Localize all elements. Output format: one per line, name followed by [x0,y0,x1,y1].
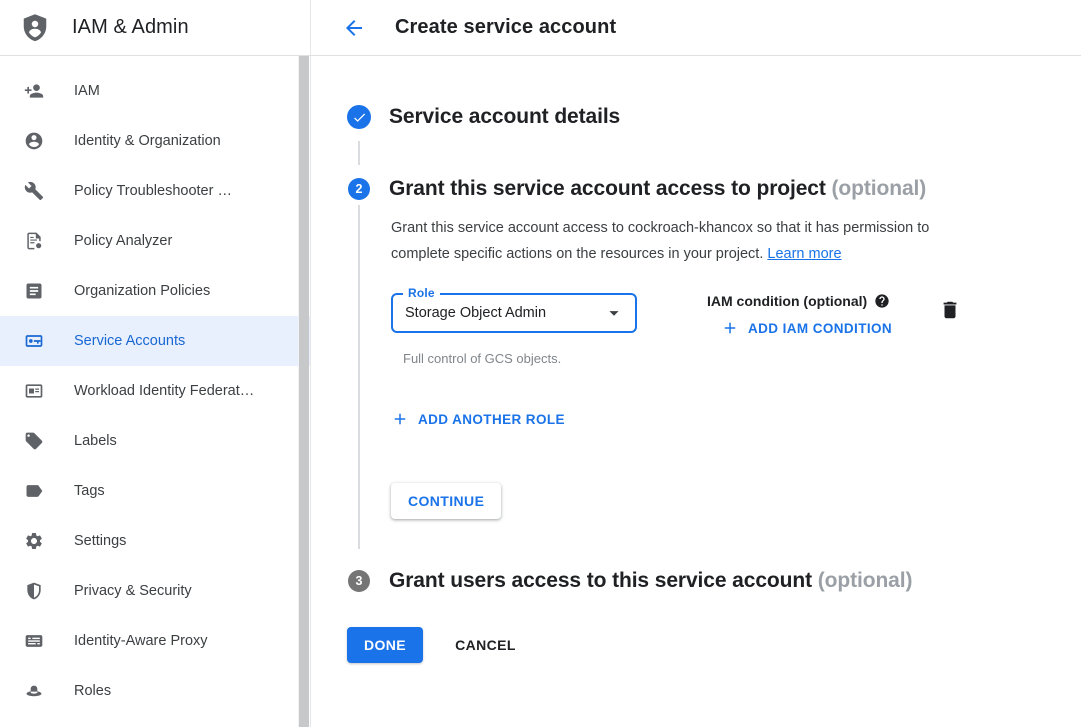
iam-condition-section [707,293,892,342]
label-arrow-icon [24,481,44,501]
step-3-title [389,565,912,597]
person-add-icon [24,81,44,101]
sidebar-item-settings[interactable] [0,516,310,566]
account-circle-icon [24,131,44,151]
step-2-title [389,173,926,205]
proxy-icon [24,631,44,651]
continue-button[interactable]: CONTINUE [391,483,501,519]
iam-shield-icon [20,12,50,44]
sidebar-item-identity-aware-proxy[interactable] [0,616,310,666]
page-header [311,0,1081,56]
step-3-number-badge: 3 [348,570,370,592]
step-3-optional-label: (optional) [817,569,913,592]
half-shield-icon [24,581,44,601]
service-account-icon [24,331,44,351]
hat-icon [24,681,44,701]
cancel-button[interactable]: CANCEL [455,629,516,661]
role-helper-text: Full control of GCS objects. [403,351,562,366]
product-header [0,0,311,56]
product-title: IAM & Admin [72,16,189,38]
sidebar-item-label: Roles [74,683,112,699]
sidebar-item-label: Labels [74,433,117,449]
sidebar-items [0,66,310,716]
role-row [391,286,1081,342]
step-2-number-badge: 2 [348,178,370,200]
arrow-back-icon [342,16,366,40]
step-1-title: Service account details [389,105,621,128]
check-icon [352,110,367,125]
step-2-title-text: Grant this service account access to project [389,177,826,200]
done-button[interactable]: DONE [347,627,423,663]
plus-icon [391,410,409,428]
step-1-row [347,101,1081,133]
sidebar-item-service-accounts[interactable] [0,316,310,366]
iam-condition-label: IAM condition (optional) [707,293,868,309]
sidebar-item-roles[interactable] [0,666,310,716]
learn-more-link[interactable]: Learn more [767,246,842,262]
step-3-title-text: Grant users access to this service account [389,569,812,592]
sidebar-item-privacy-security[interactable] [0,566,310,616]
trash-icon [939,299,961,321]
sidebar-nav [0,56,311,727]
step-2-description [391,215,983,267]
sidebar-item-iam[interactable] [0,66,310,116]
sidebar-item-label: Settings [74,533,127,549]
role-select[interactable] [391,286,637,333]
gear-icon [24,531,44,551]
role-selected-value: Storage Object Admin [405,305,547,321]
add-iam-condition-label: ADD IAM CONDITION [748,320,893,336]
back-button[interactable] [341,15,367,41]
step-1-complete-icon [347,105,371,129]
wrench-icon [24,181,44,201]
plus-icon [721,319,739,337]
article-icon [24,281,44,301]
step-2-row [347,173,1081,205]
add-another-role-button[interactable] [391,410,565,428]
sidebar-item-label: Identity-Aware Proxy [74,633,208,649]
sidebar-item-label: Policy Analyzer [74,233,173,249]
sidebar-item-workload-identity-federation[interactable] [0,366,310,416]
sidebar-item-organization-policies[interactable] [0,266,310,316]
sidebar-item-label: IAM [74,83,100,99]
chevron-down-icon [603,302,625,324]
step-2-optional-label: (optional) [831,177,927,200]
add-iam-condition-button[interactable] [721,319,892,337]
sidebar-item-label: Privacy & Security [74,583,192,599]
add-another-role-label: ADD ANOTHER ROLE [418,411,565,427]
tag-icon [24,431,44,451]
step-3-row [347,565,1081,597]
stepper-connector [358,141,1081,165]
sidebar-item-policy-troubleshooter[interactable] [0,166,310,216]
sidebar-item-label: Tags [74,483,105,499]
main-content [311,56,1081,727]
description-text: Grant this service account access to cockroach-khancox so that it has permission to complete specific actions on the resources in your project. [391,220,930,262]
sidebar-item-label: Organization Policies [74,283,211,299]
page-title: Create service account [395,16,617,38]
policy-analyzer-icon [24,231,44,251]
sidebar-item-label: Identity & Organization [74,133,221,149]
form-actions [347,627,1081,663]
sidebar-item-tags[interactable] [0,466,310,516]
sidebar-item-label: Workload Identity Federat… [74,383,255,399]
sidebar-item-identity-organization[interactable] [0,116,310,166]
help-icon[interactable] [874,293,890,309]
sidebar-item-labels[interactable] [0,416,310,466]
sidebar-item-policy-analyzer[interactable] [0,216,310,266]
step-2-body [358,205,1081,549]
card-icon [24,381,44,401]
role-field-label: Role [403,286,440,300]
delete-role-button[interactable] [938,299,962,323]
sidebar-item-label: Policy Troubleshooter … [74,183,232,199]
sidebar-scrollbar[interactable] [298,56,309,727]
sidebar-item-label: Service Accounts [74,333,186,349]
